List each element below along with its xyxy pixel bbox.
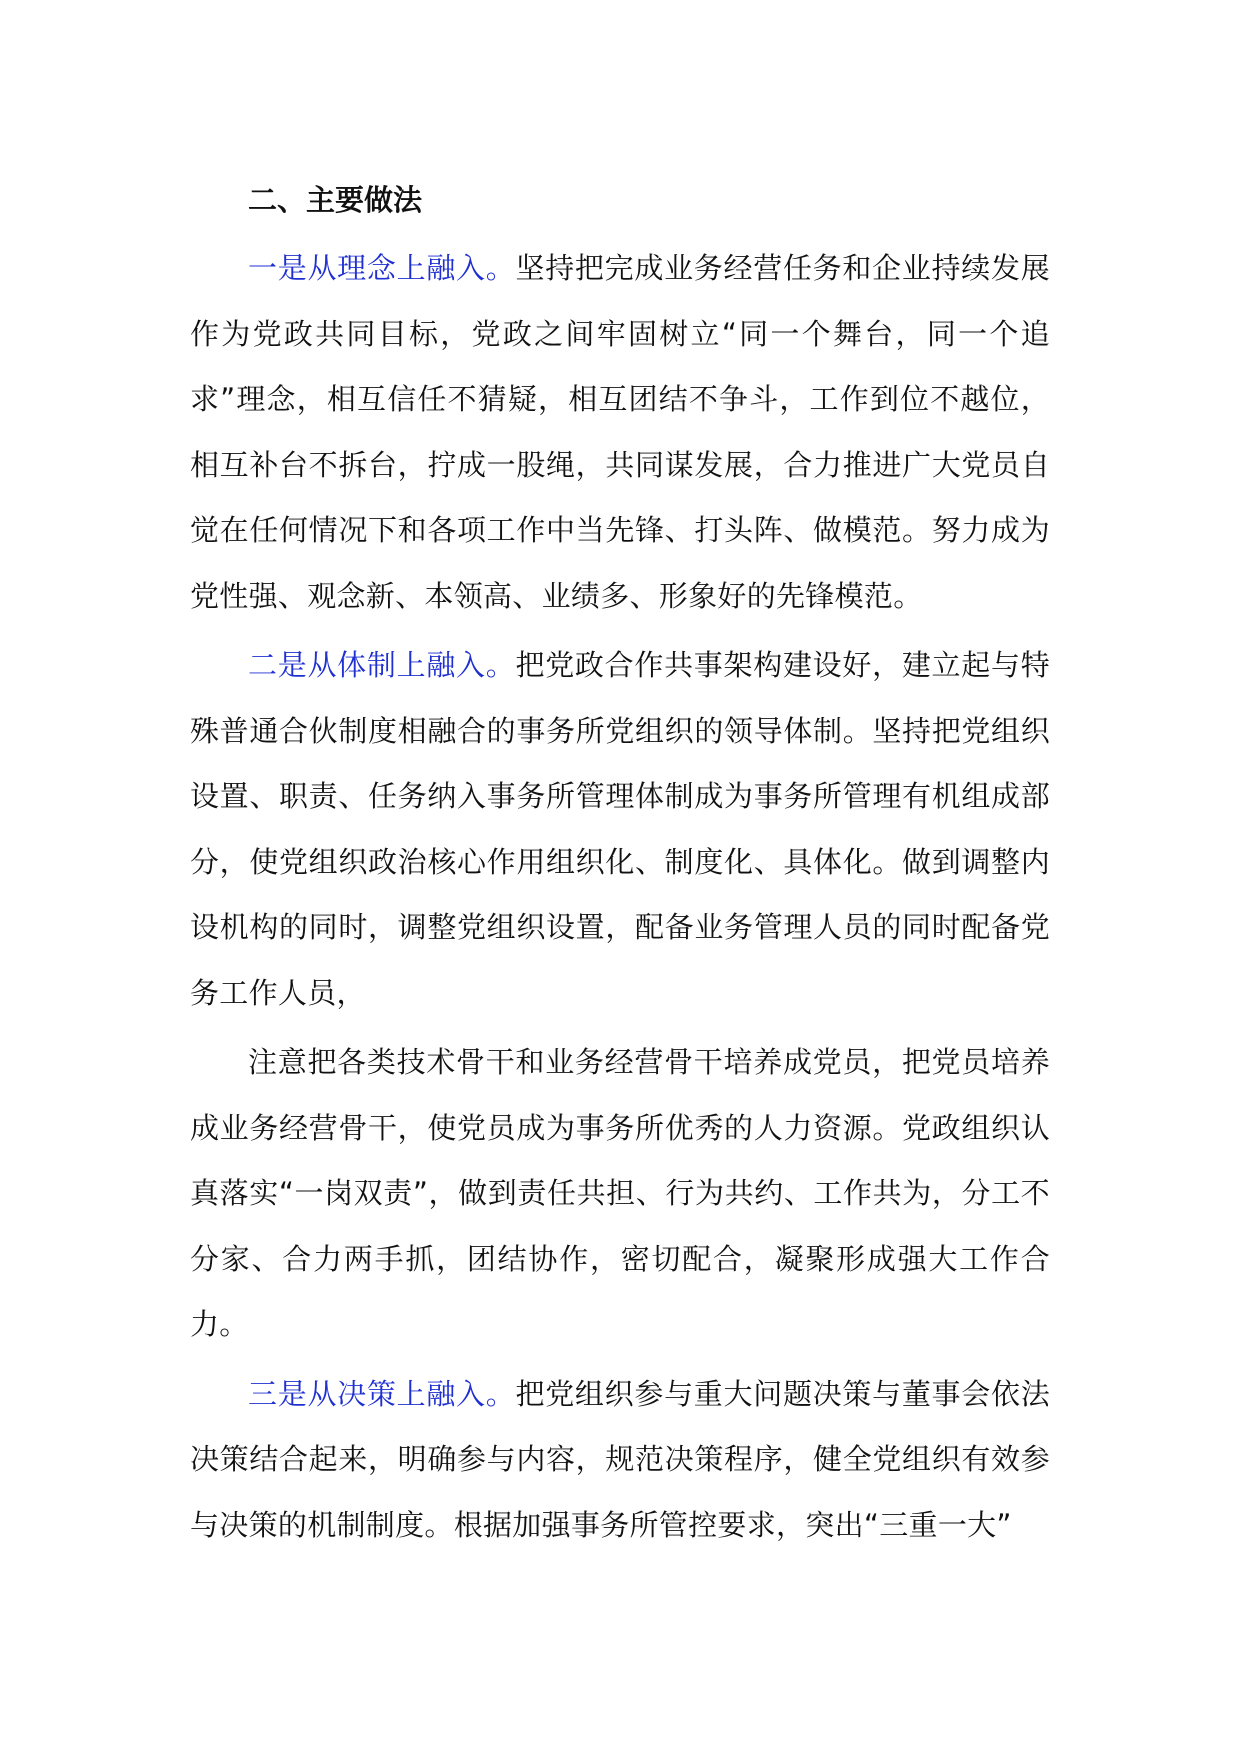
document-body [190, 170, 1050, 1562]
paragraph-system [190, 633, 1050, 1026]
section-heading: 二、主要做法 [248, 183, 423, 217]
paragraph-body: 把党组织参与重大问题决策与董事会依法决策结合起来，明确参与内容，规范决策程序，健全党组织有效参与决策的机制制度。根据加强事务所管控要求，突出“三重一大” [190, 1376, 1051, 1542]
paragraph-decision [190, 1362, 1050, 1559]
paragraph-lead: 二是从体制上融入。 [248, 648, 516, 682]
paragraph-concept [190, 236, 1050, 629]
paragraph-body: 把党政合作共事架构建设好，建立起与特殊普通合伙制度相融合的事务所党组织的领导体制。坚持把党组织设置、职责、任务纳入事务所管理体制成为事务所管理有机组成部分，使党组织政治核心作用组织化、制度化、具体化。做到调整内设机构的同时，调整党组织设置，配备业务管理人员的同时配备党务工作人员， [190, 648, 1051, 1010]
paragraph-body: 注意把各类技术骨干和业务经营骨干培养成党员，把党员培养成业务经营骨干，使党员成为事务所优秀的人力资源。党政组织认真落实“一岗双责”，做到责任共担、行为共约、工作共为，分工不分家、合力两手抓，团结协作，密切配合，凝聚形成强大工作合力。 [190, 1045, 1050, 1341]
paragraph-talent [190, 1030, 1050, 1358]
paragraph-lead: 一是从理念上融入。 [248, 251, 516, 285]
paragraph-body: 坚持把完成业务经营任务和企业持续发展作为党政共同目标，党政之间牢固树立“同一个舞台，同一个追求”理念，相互信任不猜疑，相互团结不争斗，工作到位不越位，相互补台不拆台，拧成一股绳，共同谋发展，合力推进广大党员自觉在任何情况下和各项工作中当先锋、打头阵、做模范。努力成为党性强、观念新、本领高、业绩多、形象好的先锋模范。 [190, 251, 1051, 613]
paragraph-lead: 三是从决策上融入。 [248, 1376, 516, 1411]
